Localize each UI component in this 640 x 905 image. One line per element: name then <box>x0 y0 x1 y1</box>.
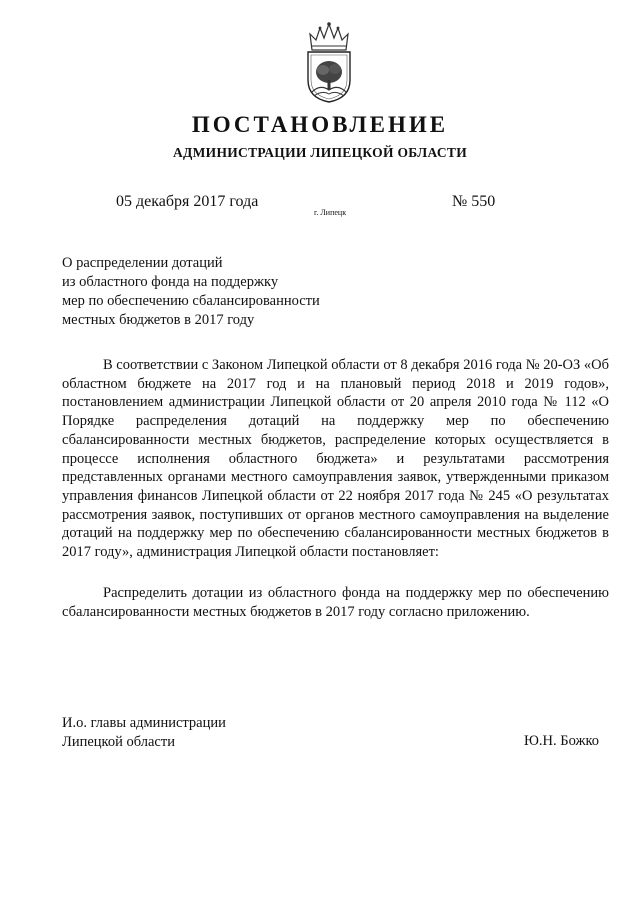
signature-position-line: Липецкой области <box>62 733 175 750</box>
signature-position <box>62 714 226 751</box>
subject-line: из областного фонда на поддержку <box>62 274 279 290</box>
body-paragraph-preamble: В соответствии с Законом Липецкой области от 8 декабря 2016 года № 20-ОЗ «Об областном бюджете на 2017 год и на плановый период 2018 и 2019 годов», постановлением администрации Липецкой области от 20 апреля 2010 года № 112 «О Порядке распределения дотаций на поддержку мер по обеспечению сбалансированности местных бюджетов, распределение которых осуществляется в процессе исполнения областного бюджета» и результатами рассмотрения представленных органами местного самоуправления заявок, утвержденными приказом управления финансов Липецкой области от 22 ноября 2017 года № 245 «О результатах рассмотрения заявок, поступивших от органов местного самоуправления на выделение дотаций на поддержку мер по обеспечению сбалансированности местных бюджетов в 2017 году», администрация Липецкой области постановляет: <box>62 357 609 561</box>
document-date: 05 декабря 2017 года <box>116 193 259 210</box>
subject-line: местных бюджетов в 2017 году <box>62 312 255 328</box>
document-subtitle: АДМИНИСТРАЦИИ ЛИПЕЦКОЙ ОБЛАСТИ <box>172 145 468 160</box>
document-subject <box>62 254 320 330</box>
signature-name: Ю.Н. Божко <box>524 733 600 749</box>
document-title: ПОСТАНОВЛЕНИЕ <box>191 112 449 137</box>
document-city: г. Липецк <box>314 208 347 217</box>
coat-of-arms-emblem <box>300 20 358 104</box>
subject-line: мер по обеспечению сбалансированности <box>62 293 320 309</box>
signature-position-line: И.о. главы администрации <box>62 715 226 731</box>
document-number: № 550 <box>452 193 496 210</box>
body-paragraph-resolution: Распределить дотации из областного фонда на поддержку мер по обеспечению сбалансированности местных бюджетов в 2017 году согласно приложению. <box>62 585 609 620</box>
coat-of-arms-icon <box>300 20 358 104</box>
subject-line: О распределении дотаций <box>62 255 223 271</box>
